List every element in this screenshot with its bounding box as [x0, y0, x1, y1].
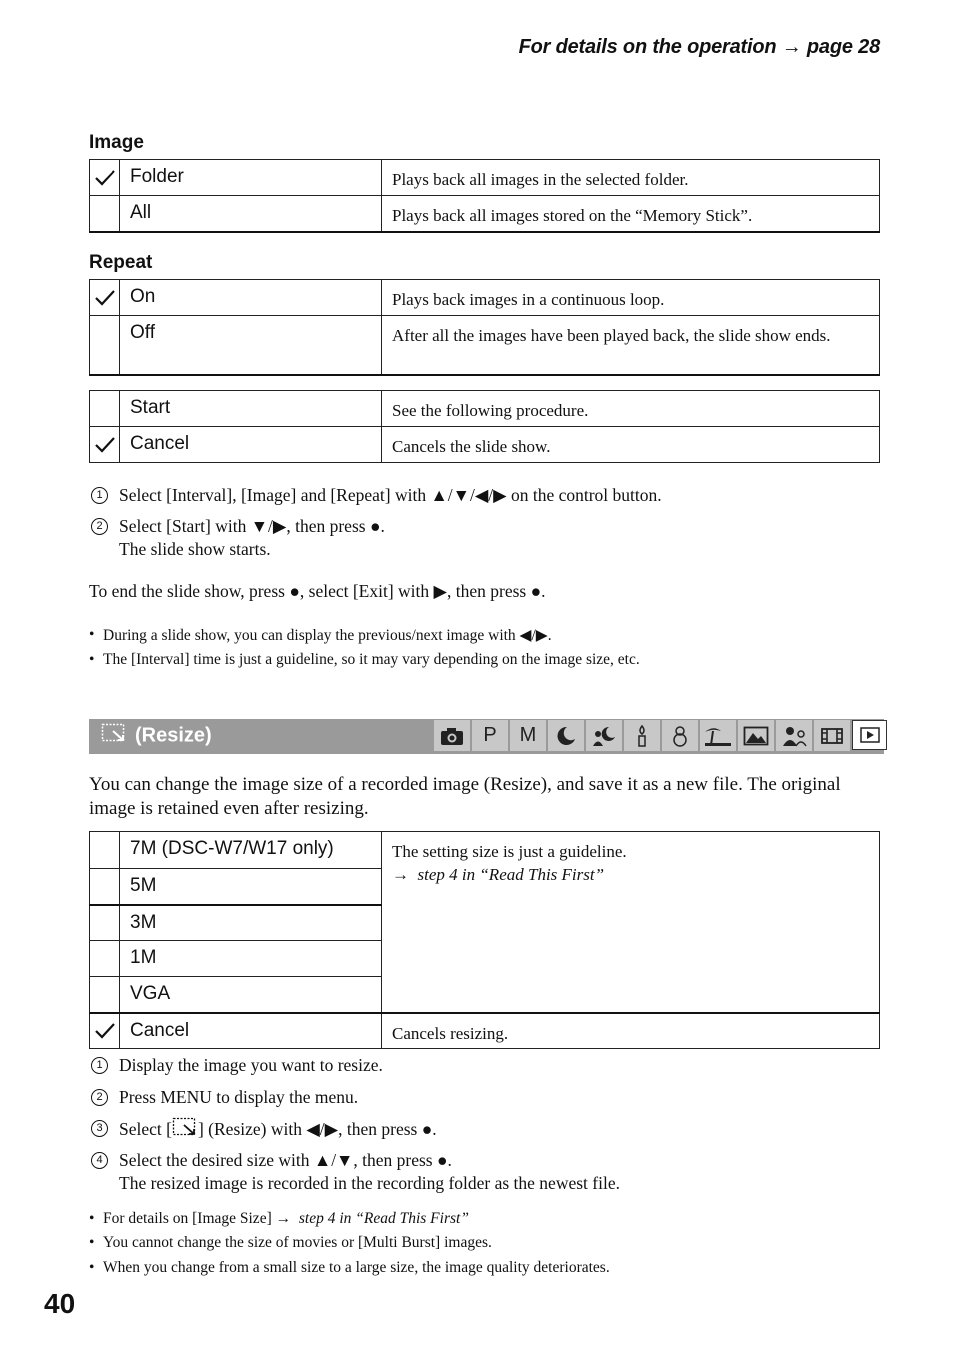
check-icon [90, 427, 120, 463]
note-text: You cannot change the size of movies or [Multi Burst] images. [103, 1234, 492, 1251]
manual-mode-icon: M [510, 720, 546, 751]
playback-mode-icon [852, 720, 887, 750]
option-desc: Cancels resizing. [382, 1013, 880, 1049]
snow-mode-icon [662, 720, 698, 751]
check-icon [90, 1013, 120, 1049]
note-text: During a slide show, you can display the previous/next image with ◀/▶. [103, 627, 552, 644]
image-section-title: Image [89, 132, 144, 153]
start-options-table [89, 390, 880, 463]
option-name: Start [120, 391, 382, 427]
resize-icon [101, 723, 127, 749]
step-text: Select [ ] (Resize) with ◀/▶, then press ●. [119, 1119, 437, 1139]
landscape-mode-icon [738, 720, 774, 751]
option-name: All [120, 196, 382, 232]
resize-intro: You can change the image size of a recorded image (Resize), and save it as a new file. The original image is retained even after resizing. [89, 774, 841, 819]
step-text: Display the image you want to resize. [119, 1055, 383, 1075]
option-desc: Plays back all images in the selected folder. [382, 160, 880, 196]
step-number: 1 [91, 487, 108, 504]
option-desc: Plays back all images stored on the “Memory Stick”. [382, 196, 880, 232]
step-text: Select [Interval], [Image] and [Repeat] with ▲/▼/◀/▶ on the control button. [119, 485, 662, 505]
portrait-mode-icon [776, 720, 812, 751]
end-instructions: To end the slide show, press ●, select [Exit] with ▶, then press ●. [89, 581, 546, 601]
note-text: For details on [Image Size] → [103, 1210, 292, 1227]
program-mode-icon: P [472, 720, 508, 751]
camera-mode-icon [434, 720, 470, 751]
image-options-table [89, 159, 880, 233]
option-name: Cancel [120, 1013, 382, 1049]
sizes-description: The setting size is just a guideline. → step 4 in “Read This First” [382, 832, 880, 1013]
option-name: Folder [120, 160, 382, 196]
mode-icons [434, 720, 889, 751]
twilight-mode-icon [548, 720, 584, 751]
step-text: Select [Start] with ▼/▶, then press ●. [119, 516, 385, 536]
step-number: 2 [91, 518, 108, 535]
size-option: VGA [120, 977, 382, 1013]
page-number: 40 [44, 1288, 76, 1319]
repeat-section-title: Repeat [89, 252, 153, 273]
resize-icon [172, 1117, 198, 1137]
step-text: Press MENU to display the menu. [119, 1087, 359, 1107]
option-name: Off [120, 316, 382, 375]
repeat-options-table [89, 279, 880, 376]
step-number: 1 [91, 1057, 108, 1074]
option-desc: Cancels the slide show. [382, 427, 880, 463]
operation-reference: For details on the operation → page 28 [518, 36, 880, 58]
check-icon [90, 280, 120, 316]
size-option: 5M [120, 869, 382, 905]
step-number: 4 [91, 1152, 108, 1169]
option-desc: Plays back images in a continuous loop. [382, 280, 880, 316]
note-text: The [Interval] time is just a guideline, so it may vary depending on the image size, etc. [103, 651, 640, 668]
candle-mode-icon [624, 720, 660, 751]
resize-title: (Resize) [135, 724, 212, 747]
size-option: 7M (DSC-W7/W17 only) [120, 832, 382, 869]
size-option: 1M [120, 941, 382, 977]
step-number: 2 [91, 1089, 108, 1106]
resize-sizes-table [89, 831, 880, 1049]
option-name: On [120, 280, 382, 316]
check-icon [90, 160, 120, 196]
size-option: 3M [120, 905, 382, 941]
beach-mode-icon [700, 720, 736, 751]
option-desc: See the following procedure. [382, 391, 880, 427]
option-desc: After all the images have been played back, the slide show ends. [382, 316, 880, 375]
twilight-portrait-mode-icon [586, 720, 622, 751]
step-number: 3 [91, 1120, 108, 1137]
resize-section-bar [89, 719, 884, 754]
step-text: Select the desired size with ▲/▼, then press ●. [119, 1150, 452, 1170]
step-subtext: The slide show starts. [119, 539, 271, 559]
note-text: When you change from a small size to a large size, the image quality deteriorates. [103, 1259, 610, 1276]
movie-mode-icon [814, 720, 850, 751]
step-subtext: The resized image is recorded in the recording folder as the newest file. [119, 1173, 620, 1193]
option-name: Cancel [120, 427, 382, 463]
